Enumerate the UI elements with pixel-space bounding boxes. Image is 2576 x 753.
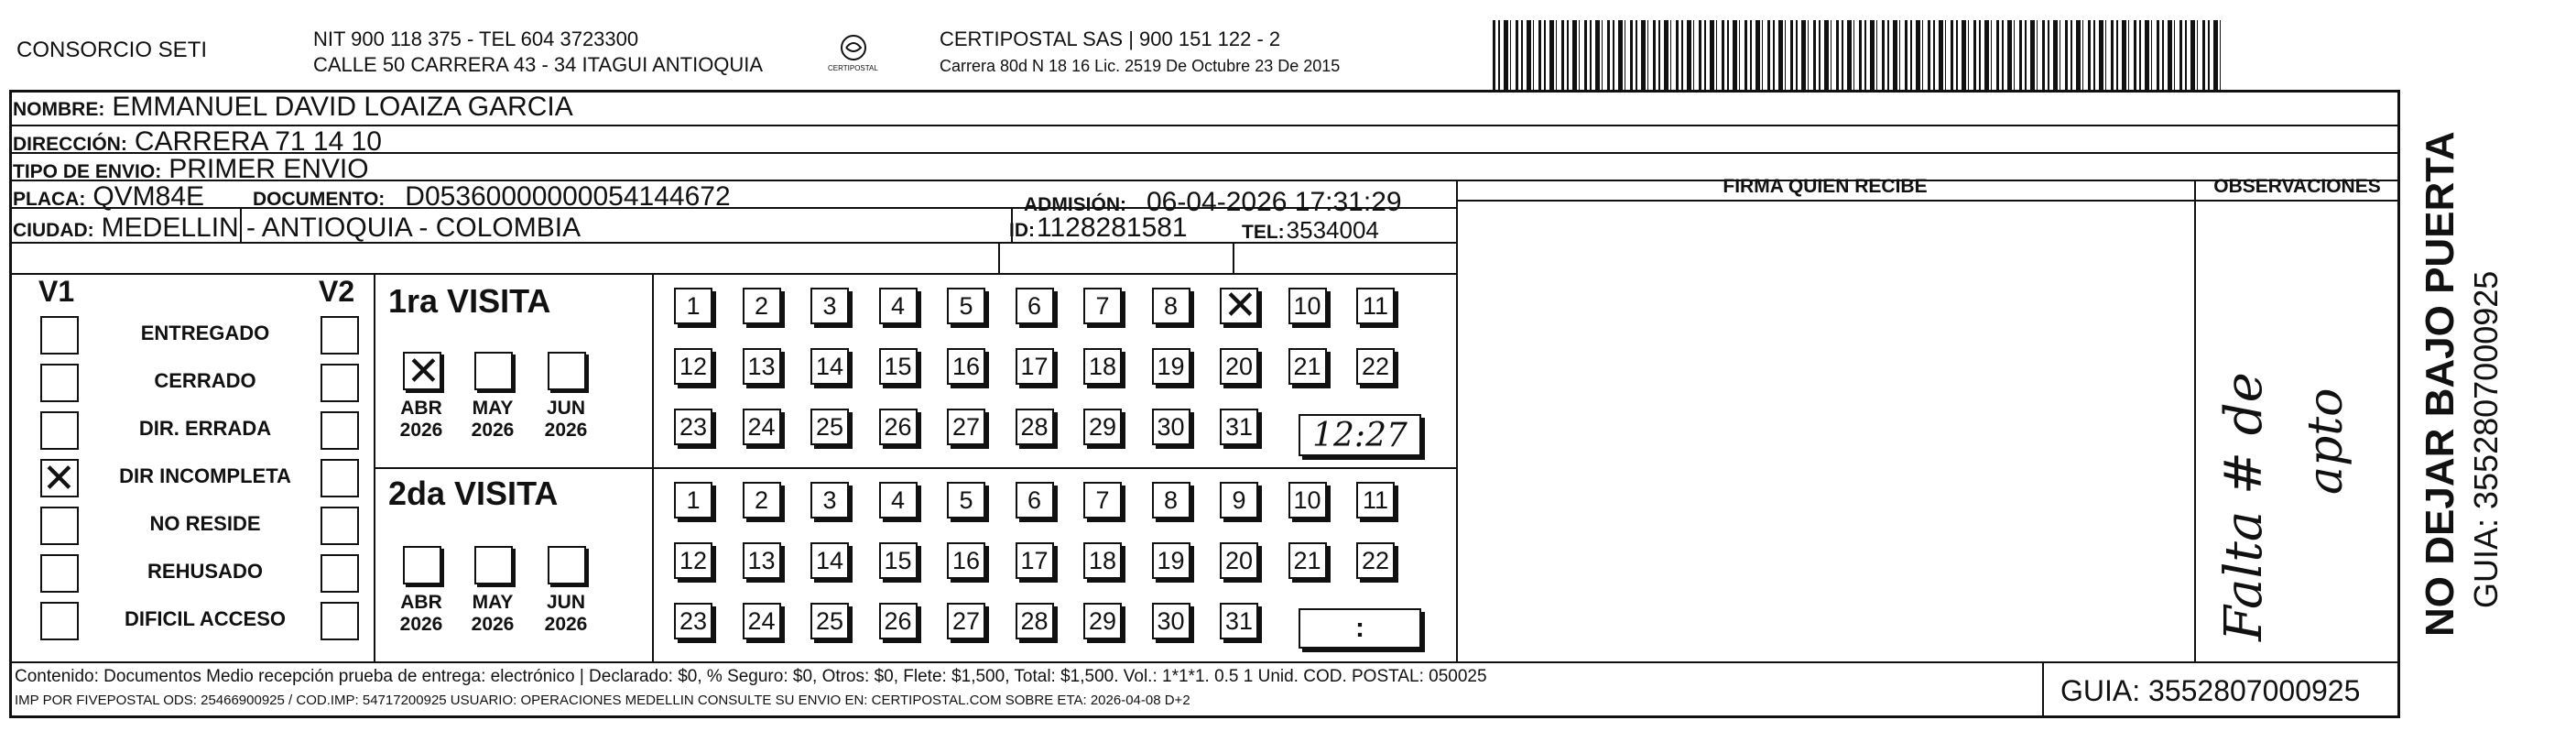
status-v2-checkbox[interactable] <box>321 554 359 593</box>
ciudad-label: CIUDAD: <box>13 220 94 241</box>
certipostal-logo <box>828 33 878 72</box>
day-box[interactable]: 20 <box>1220 348 1258 385</box>
day-box[interactable]: 29 <box>1083 409 1122 445</box>
month-label: ABR 2026 <box>399 592 443 635</box>
day-box[interactable]: 9 <box>1220 482 1258 518</box>
documento-value: D05360000000054144672 <box>405 181 731 212</box>
observation-handwriting-1: Falta # de <box>2214 372 2274 641</box>
side-guia: GUIA: 3552807000925 <box>2467 270 2505 608</box>
observaciones-label: OBSERVACIONES <box>2213 176 2381 197</box>
visit2-title: 2da VISITA <box>388 475 559 512</box>
day-box[interactable]: 19 <box>1152 348 1190 385</box>
nombre-row <box>13 92 573 123</box>
day-box[interactable]: 26 <box>879 409 918 445</box>
day-box[interactable]: 10 <box>1288 288 1327 324</box>
direccion-row <box>13 126 382 158</box>
day-box[interactable]: 11 <box>1356 288 1395 324</box>
status-v2-checkbox[interactable] <box>321 411 359 450</box>
status-label: NO RESIDE <box>149 512 261 535</box>
tipo-value: PRIMER ENVIO <box>168 154 369 184</box>
placa-row <box>13 181 204 213</box>
day-box[interactable]: 7 <box>1083 482 1122 518</box>
day-box[interactable]: 24 <box>743 603 781 639</box>
nombre-value: EMMANUEL DAVID LOAIZA GARCIA <box>112 92 573 122</box>
documento-label: DOCUMENTO: <box>253 189 386 210</box>
day-box[interactable]: 12 <box>674 542 712 579</box>
day-box[interactable]: 5 <box>947 288 985 324</box>
month-label: JUN 2026 <box>544 592 588 635</box>
day-box[interactable]: 13 <box>743 542 781 579</box>
day-box[interactable]: 10 <box>1288 482 1327 518</box>
month-checkbox[interactable] <box>403 546 441 584</box>
side-warning: NO DEJAR BAJO PUERTA <box>2418 131 2462 637</box>
day-box[interactable]: 17 <box>1016 348 1054 385</box>
ciudad-row <box>13 213 581 244</box>
signature-area[interactable] <box>1458 203 2192 660</box>
day-box[interactable]: 6 <box>1016 482 1054 518</box>
company-name: CONSORCIO SETI <box>16 38 208 62</box>
day-box[interactable]: 8 <box>1152 288 1190 324</box>
day-box[interactable] <box>1220 282 1258 329</box>
direccion-label: DIRECCIÓN: <box>13 134 127 155</box>
month-label: ABR 2026 <box>399 398 443 441</box>
day-box[interactable]: 30 <box>1152 603 1190 639</box>
v1-label: V1 <box>38 275 75 308</box>
day-box[interactable]: 2 <box>743 288 781 324</box>
ciudad-value: MEDELLIN - ANTIOQUIA - COLOMBIA <box>101 213 582 243</box>
address-line: CALLE 50 CARRERA 43 - 34 ITAGUI ANTIOQUIA <box>313 53 764 76</box>
nit-line: NIT 900 118 375 - TEL 604 3723300 <box>313 27 639 50</box>
day-box[interactable]: 22 <box>1356 348 1395 385</box>
day-box[interactable]: 21 <box>1288 348 1327 385</box>
day-box[interactable]: 20 <box>1220 542 1258 579</box>
footer-imp: IMP POR FIVEPOSTAL ODS: 25466900925 / COD.IMP: 54717200925 USUARIO: OPERACIONES MEDELLIN CONSULTE SU ENVIO EN: CERTIPOSTAL.COM SOBRE ETA: 2026-04-08 D+2 <box>15 693 1190 708</box>
barcode <box>1493 20 2225 90</box>
day-box[interactable]: 4 <box>879 482 918 518</box>
day-box[interactable]: 28 <box>1016 603 1054 639</box>
day-box[interactable]: 2 <box>743 482 781 518</box>
id-value: 1128281581 <box>1037 213 1188 243</box>
admision-value: 06-04-2026 17:31:29 <box>1147 187 1402 217</box>
firma-label: FIRMA QUIEN RECIBE <box>1723 176 1928 197</box>
check-mark-icon: ✕ <box>1223 282 1257 329</box>
day-box[interactable]: 7 <box>1083 288 1122 324</box>
day-box[interactable]: 26 <box>879 603 918 639</box>
tel-label: TEL: <box>1242 222 1285 243</box>
license-line: Carrera 80d N 18 16 Lic. 2519 De Octubre 23 De 2015 <box>940 57 1341 75</box>
visit1-title: 1ra VISITA <box>388 282 551 320</box>
certipostal-line: CERTIPOSTAL SAS | 900 151 122 - 2 <box>940 27 1281 50</box>
day-box[interactable]: 15 <box>879 542 918 579</box>
day-box[interactable]: 18 <box>1083 542 1122 579</box>
visit1-time[interactable]: 12:27 <box>1299 414 1421 456</box>
status-label: DIR. ERRADA <box>138 417 272 440</box>
day-box[interactable]: 18 <box>1083 348 1122 385</box>
check-mark-icon: ✕ <box>42 455 76 502</box>
day-box[interactable]: 22 <box>1356 542 1395 579</box>
day-box[interactable]: 29 <box>1083 603 1122 639</box>
status-v1-checkbox[interactable] <box>40 455 79 502</box>
month-checkbox[interactable] <box>403 348 441 395</box>
footer-contenido: Contenido: Documentos Medio recepción prueba de entrega: electrónico | Declarado: $0, % Seguro: $0, Otros: $0, Flete: $1,500, Total: $1,500. Vol.: 1*1*1. 0.5 1 Unid. COD. POSTAL: 050025 <box>15 667 1487 686</box>
documento-row <box>253 181 731 213</box>
status-v1-checkbox[interactable] <box>40 316 79 355</box>
day-box[interactable]: 28 <box>1016 409 1054 445</box>
month-label: JUN 2026 <box>544 398 588 441</box>
status-v2-checkbox[interactable] <box>321 364 359 402</box>
day-box[interactable]: 4 <box>879 288 918 324</box>
day-box[interactable]: 16 <box>947 348 985 385</box>
month-checkbox[interactable] <box>474 546 513 584</box>
month-checkbox[interactable] <box>474 352 513 390</box>
month-label: MAY 2026 <box>471 398 515 441</box>
day-box[interactable]: 23 <box>674 409 712 445</box>
day-box[interactable]: 1 <box>674 482 712 518</box>
day-box[interactable]: 5 <box>947 482 985 518</box>
visit2-time[interactable]: : <box>1299 608 1421 649</box>
day-box[interactable]: 3 <box>810 288 849 324</box>
id-label: ID: <box>1009 220 1035 241</box>
day-box[interactable]: 17 <box>1016 542 1054 579</box>
status-label: DIFICIL ACCESO <box>124 607 286 630</box>
status-label: REHUSADO <box>147 560 263 583</box>
direccion-value: CARRERA 71 14 10 <box>134 126 382 157</box>
status-v2-checkbox[interactable] <box>321 602 359 640</box>
id-row <box>1009 213 1188 244</box>
day-box[interactable]: 27 <box>947 409 985 445</box>
day-box[interactable]: 3 <box>810 482 849 518</box>
status-v1-checkbox[interactable] <box>40 411 79 450</box>
day-box[interactable]: 25 <box>810 603 849 639</box>
day-box[interactable]: 12 <box>674 348 712 385</box>
check-mark-icon: ✕ <box>407 348 440 395</box>
placa-value: QVM84E <box>92 181 205 212</box>
day-box[interactable]: 21 <box>1288 542 1327 579</box>
status-label: DIR INCOMPLETA <box>119 464 291 487</box>
day-box[interactable]: 23 <box>674 603 712 639</box>
day-box[interactable]: 24 <box>743 409 781 445</box>
day-box[interactable]: 6 <box>1016 288 1054 324</box>
footer-guia: GUIA: 3552807000925 <box>2060 674 2361 707</box>
tipo-label: TIPO DE ENVIO: <box>13 161 162 182</box>
month-checkbox[interactable] <box>548 546 586 584</box>
v2-label: V2 <box>319 275 355 308</box>
day-box[interactable]: 31 <box>1220 603 1258 639</box>
day-box[interactable]: 8 <box>1152 482 1190 518</box>
status-label: CERRADO <box>154 369 256 392</box>
admision-label: ADMISIÓN: <box>1024 194 1126 215</box>
month-checkbox[interactable] <box>548 352 586 390</box>
status-v1-checkbox[interactable] <box>40 602 79 640</box>
day-box[interactable]: 11 <box>1356 482 1395 518</box>
day-box[interactable]: 30 <box>1152 409 1190 445</box>
day-box[interactable]: 14 <box>810 348 849 385</box>
tel-row <box>1242 216 1379 245</box>
observation-handwriting-2: apto <box>2299 387 2353 495</box>
day-box[interactable]: 27 <box>947 603 985 639</box>
month-label: MAY 2026 <box>471 592 515 635</box>
day-box[interactable]: 15 <box>879 348 918 385</box>
day-box[interactable]: 16 <box>947 542 985 579</box>
tel-value: 3534004 <box>1286 216 1379 244</box>
status-v2-checkbox[interactable] <box>321 507 359 545</box>
day-box[interactable]: 1 <box>674 288 712 324</box>
day-box[interactable]: 19 <box>1152 542 1190 579</box>
status-label: ENTREGADO <box>140 322 270 344</box>
status-v1-checkbox[interactable] <box>40 554 79 593</box>
status-v2-checkbox[interactable] <box>321 459 359 497</box>
status-v1-checkbox[interactable] <box>40 364 79 402</box>
status-v1-checkbox[interactable] <box>40 507 79 545</box>
tipo-row <box>13 154 369 185</box>
day-box[interactable]: 13 <box>743 348 781 385</box>
placa-label: PLACA: <box>13 189 86 210</box>
day-box[interactable]: 14 <box>810 542 849 579</box>
day-box[interactable]: 25 <box>810 409 849 445</box>
nombre-label: NOMBRE: <box>13 99 105 120</box>
day-box[interactable]: 31 <box>1220 409 1258 445</box>
status-v2-checkbox[interactable] <box>321 316 359 355</box>
logo-text: CERTIPOSTAL <box>828 64 878 72</box>
